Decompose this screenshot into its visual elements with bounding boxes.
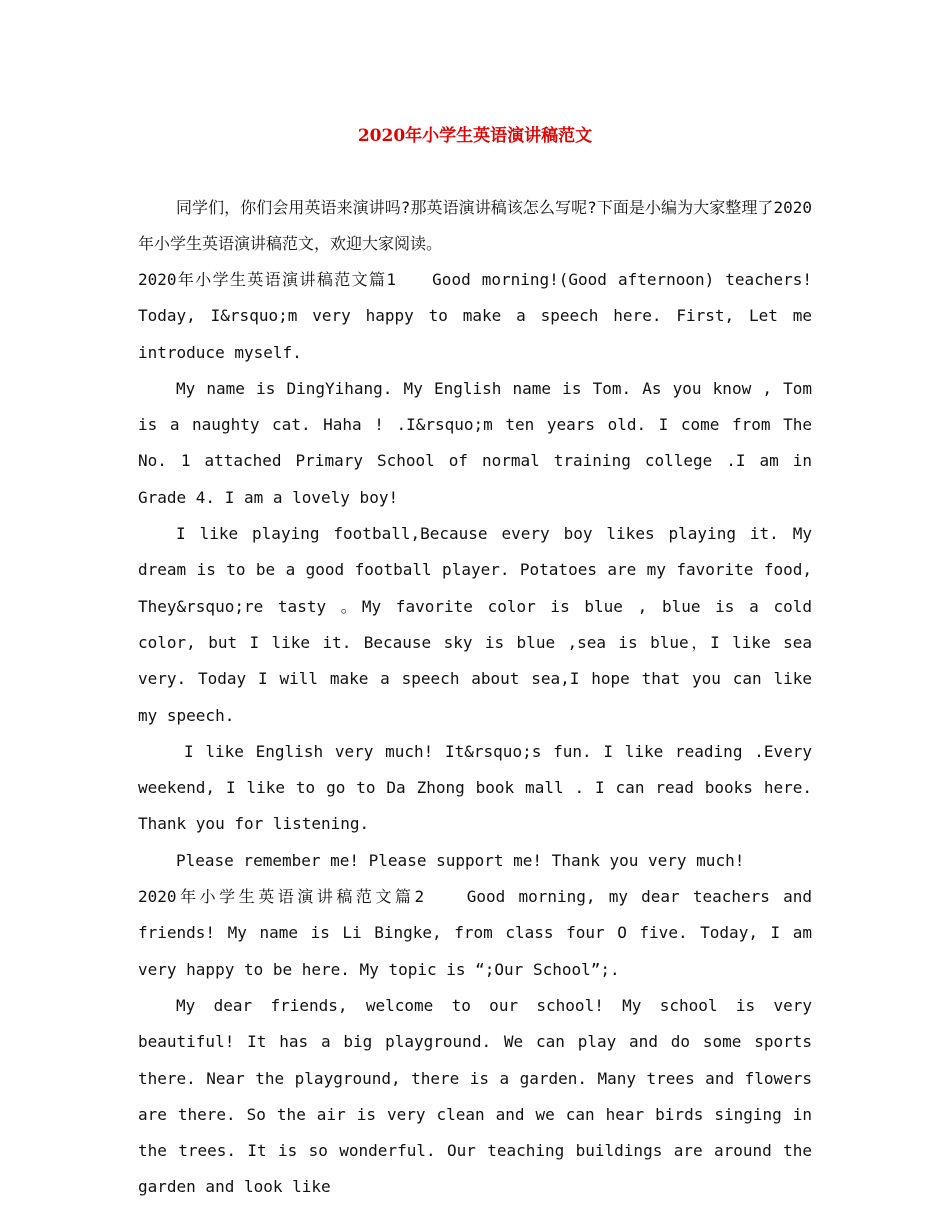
speech-2-opening-paragraph: 2020年小学生英语演讲稿范文篇2 Good morning, my dear teachers and friends! My name is Li Bingke, from class four O five. Today, I am very happy to be here. My topic is “;Our School”;. (138, 887, 812, 979)
intro-paragraph: 同学们，你们会用英语来演讲吗?那英语演讲稿该怎么写呢?下面是小编为大家整理了2020年小学生英语演讲稿范文，欢迎大家阅读。 (138, 198, 812, 253)
document-body (138, 190, 812, 1206)
document-title: 2020年小学生英语演讲稿范文 (357, 126, 593, 146)
speech-1-paragraph-english: I like English very much! It&rsquo;s fun. I like reading .Every weekend, I like to go to Da Zhong book mall . I can read books here. Thank you for listening. (138, 741, 812, 834)
speech-2-paragraph-school: My dear friends, welcome to our school! My school is very beautiful! It has a big playground. We can play and do some sports there. Near the playground, there is a garden. Many trees and flowers are there. So the air is very clean and we can hear birds singing in the trees. It is so wonderful. Our teaching buildings are around the garden and look like (138, 995, 812, 1197)
speech-1-paragraph-introduction: My name is DingYihang. My English name is Tom. As you know , Tom is a naughty cat. Haha ! .I&rsquo;m ten years old. I come from The No. 1 attached Primary School of normal training college .I am in Grade 4. I am a lovely boy! (138, 378, 812, 507)
speech-1-paragraph-hobbies: I like playing football,Because every boy likes playing it. My dream is to be a good football player. Potatoes are my favorite food, They&rsquo;re tasty 。My favorite color is blue , blue is a cold color, but I like it. Because sky is blue ,sea is blue，I like sea very. Today I will make a speech about sea,I hope that you can like my speech. (138, 524, 813, 725)
speech-1-opening-paragraph: 2020年小学生英语演讲稿范文篇1 Good morning!(Good afternoon) teachers! Today, I&rsquo;m very happy to make a speech here. First, Let me introduce myself. (138, 270, 812, 362)
speech-1-paragraph-closing: Please remember me! Please support me! Thank you very much! (176, 850, 745, 870)
